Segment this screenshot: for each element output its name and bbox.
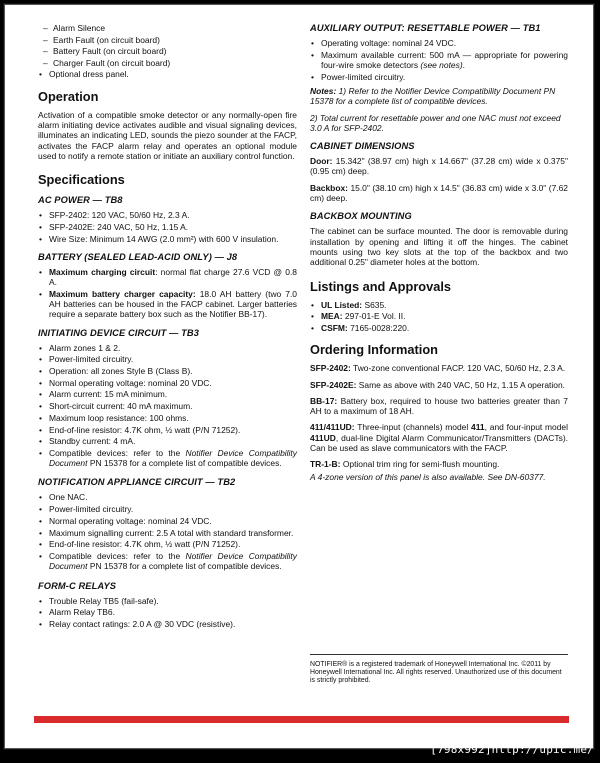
ordering-heading: Ordering Information: [310, 342, 438, 358]
list-item: • Short-circuit current: 40 mA maximum.: [38, 401, 297, 411]
list-item: [38, 267, 297, 288]
footer-red-bar: [34, 716, 569, 723]
aux-note-1: [310, 86, 568, 107]
list-item: • Maximum loop resistance: 100 ohms.: [38, 413, 297, 423]
initiating-heading: INITIATING DEVICE CIRCUIT — TB3: [38, 327, 199, 338]
initiating-list: [38, 343, 297, 469]
list-item: • Standby current: 4 mA.: [38, 436, 297, 446]
order-label: SFP-2402E:: [310, 379, 357, 390]
listing-label: MEA:: [321, 311, 343, 322]
battery-item-text: 18.0 AH battery (two 7.0 AH batteries can be housed in the FACP cabinet. Larger batteries require a separate battery box such as the Notifier BB-17).: [49, 288, 297, 320]
mounting-text: The cabinet can be surface mounted. The door is removable during installation by opening and lifting it off the hinges. The cabinet mounts using two key slots at the top of the backbox and two additional 0.25" diameter holes at the bottom.: [310, 226, 568, 268]
order-model: 411: [471, 422, 485, 433]
list-item: • End-of-line resistor: 4.7K ohm, ½ watt (P/N 71252).: [38, 539, 297, 549]
battery-item-label: Maximum battery charger capacity:: [49, 288, 196, 299]
list-item: • Alarm zones 1 & 2.: [38, 343, 297, 353]
watermark: [798x992]http://upic.me/: [430, 743, 594, 756]
footnote-divider: [310, 654, 568, 655]
order-label: 411/411UD:: [310, 422, 355, 433]
list-item: • Power-limited circuitry.: [38, 504, 297, 514]
list-item: – Alarm Silence: [38, 23, 297, 33]
trademark-footnote: NOTIFIER® is a registered trademark of Honeywell International Inc. ©2011 by Honeywell International Inc. All rights reserved. Unauthorized use of this document is strictly prohibited.: [310, 661, 562, 685]
order-sfp2402: [310, 363, 568, 373]
compat-doc-title: Notifier Device Compatibility Document: [49, 550, 297, 572]
list-item: [310, 300, 568, 310]
backbox-text: 15.0" (38.10 cm) high x 14.5" (36.83 cm) wide x 3.0" (7.62 cm) deep.: [310, 182, 568, 204]
listing-label: CSFM:: [321, 322, 348, 333]
listings-heading: Listings and Approvals: [310, 278, 452, 294]
list-item: • SFP-2402: 120 VAC, 50/60 Hz, 2.3 A.: [38, 210, 297, 220]
mounting-heading: BACKBOX MOUNTING: [310, 211, 412, 222]
list-item: • Alarm current: 15 mA minimum.: [38, 389, 297, 399]
list-item: [310, 323, 568, 333]
specifications-heading: Specifications: [38, 172, 125, 188]
listing-value: 297-01-E Vol. II.: [342, 311, 406, 322]
relays-list: [38, 596, 297, 630]
order-text: Same as above with 240 VAC, 50 Hz, 1.15 A operation.: [356, 379, 565, 390]
cabinet-heading: CABINET DIMENSIONS: [310, 141, 415, 152]
ac-power-list: [38, 210, 297, 244]
aux-period: .: [462, 59, 465, 70]
backbox-label: Backbox:: [310, 182, 348, 193]
backbox-dimensions: [310, 183, 568, 204]
list-item: • One NAC.: [38, 492, 297, 502]
list-item: [38, 448, 297, 469]
list-item: • SFP-2402E: 240 VAC, 50 Hz, 1.15 A.: [38, 222, 297, 232]
right-column: [310, 23, 568, 488]
notification-heading: NOTIFICATION APPLIANCE CIRCUIT — TB2: [38, 477, 236, 488]
listing-label: UL Listed:: [321, 299, 363, 310]
trouble-list: [38, 23, 297, 68]
order-text: , dual-line Digital Alarm Communicator/Transmitters (DACTs). Can be used as slave communicators with the FACP.: [310, 432, 568, 453]
order-bb17: [310, 396, 568, 417]
document-page: [4, 4, 594, 749]
battery-list: [38, 267, 297, 320]
battery-item-label: Maximum charging circuit: [49, 266, 156, 277]
operation-text: Activation of a compatible smoke detector or any normally-open fire alarm initiating device activates audible and visual signaling devices, illuminates an indicating LED, sounds the piezo sounder at the FACP, activates the FACP alarm relay and operates an optional module used to notify a remote station or initiate an auxiliary control function.: [38, 109, 297, 161]
aux-current-text: Maximum available current: 500 mA — appropriate for powering four-wire smoke detectors: [321, 49, 568, 70]
list-item: • Maximum signalling current: 2.5 A total with standard transformer.: [38, 528, 297, 538]
list-item: [38, 551, 297, 572]
battery-heading: BATTERY (SEALED LEAD-ACID ONLY) — J8: [38, 251, 238, 262]
left-column: [38, 23, 297, 637]
list-item: • Power-limited circuitry.: [38, 354, 297, 364]
order-tr1b: [310, 459, 568, 469]
order-text: Optional trim ring for semi-flush mounting.: [340, 459, 500, 470]
aux-see-notes: (see notes): [420, 59, 463, 70]
list-item: • Operating voltage: nominal 24 VDC.: [310, 38, 568, 48]
aux-heading: AUXILIARY OUTPUT: RESETTABLE POWER — TB1: [310, 23, 541, 33]
notes-label: Notes:: [310, 85, 337, 96]
battery-item-text: : normal flat charge 27.6 VCD @ 0.8 A.: [49, 266, 297, 288]
list-item: [310, 311, 568, 321]
list-item: • Optional dress panel.: [38, 69, 297, 79]
relays-heading: FORM-C RELAYS: [38, 580, 117, 591]
list-item: • Relay contact ratings: 2.0 A @ 30 VDC (resistive).: [38, 619, 297, 629]
order-text: Battery box, required to house two batteries greater than 7 AH to a maximum of 18 AH.: [310, 395, 568, 417]
aux-list: [310, 38, 568, 82]
order-sfp2402e: [310, 380, 568, 390]
operation-heading: Operation: [38, 88, 99, 104]
compat-post: PN 15378 for a complete list of compatible devices.: [87, 458, 282, 469]
compat-pre: Compatible devices: refer to the: [49, 447, 186, 458]
listing-value: S635.: [362, 299, 387, 310]
list-item: • Normal operating voltage: nominal 24 VDC.: [38, 516, 297, 526]
list-item: • Operation: all zones Style B (Class B).: [38, 366, 297, 376]
door-text: 15.342" (38.97 cm) high x 14.667" (37.28 cm) wide x 0.375" (0.95 cm) deep.: [310, 156, 568, 177]
list-item: – Charger Fault (on circuit board): [38, 58, 297, 68]
list-item: • End-of-line resistor: 4.7K ohm, ½ watt (P/N 71252).: [38, 425, 297, 435]
door-label: Door:: [310, 156, 333, 167]
order-text: , and four-input model: [484, 422, 568, 433]
compat-post: PN 15378 for a complete list of compatible devices.: [87, 561, 282, 572]
compat-pre: Compatible devices: refer to the: [49, 550, 186, 561]
list-item: – Earth Fault (on circuit board): [38, 35, 297, 45]
order-label: SFP-2402:: [310, 363, 351, 374]
dress-panel-list: [38, 69, 297, 79]
ac-power-heading: AC POWER — TB8: [38, 195, 123, 206]
ordering-note: A 4-zone version of this panel is also available. See DN-60377.: [310, 471, 546, 482]
aux-note-2: 2) Total current for resettable power and one NAC must not exceed 3.0 A for SFP-2402.: [310, 112, 561, 133]
listing-value: 7165-0028:220.: [347, 322, 410, 333]
order-label: TR-1-B:: [310, 459, 341, 470]
listings-list: [310, 300, 568, 334]
notification-list: [38, 492, 297, 571]
list-item: • Power-limited circuitry.: [310, 72, 568, 82]
list-item: [310, 50, 568, 71]
list-item: • Alarm Relay TB6.: [38, 607, 297, 617]
door-dimensions: [310, 156, 568, 177]
compat-doc-title: Notifier Device Compatibility Document: [49, 447, 297, 469]
list-item: • Normal operating voltage: nominal 20 VDC.: [38, 378, 297, 388]
note-1-text: 1) Refer to the Notifier Device Compatibility Document PN 15378 for a complete list of compatible devices.: [310, 85, 556, 107]
order-text: Two-zone conventional FACP. 120 VAC, 50/60 Hz, 2.3 A.: [350, 363, 566, 374]
list-item: • Trouble Relay TB5 (fail-safe).: [38, 596, 297, 606]
order-label: BB-17:: [310, 395, 338, 406]
order-411ud: [310, 422, 568, 453]
list-item: • Wire Size: Minimum 14 AWG (2.0 mm²) with 600 V insulation.: [38, 234, 297, 244]
list-item: [38, 289, 297, 320]
order-model: 411UD: [310, 432, 336, 443]
list-item: – Battery Fault (on circuit board): [38, 46, 297, 56]
order-text: Three-input (channels) model: [354, 422, 472, 433]
